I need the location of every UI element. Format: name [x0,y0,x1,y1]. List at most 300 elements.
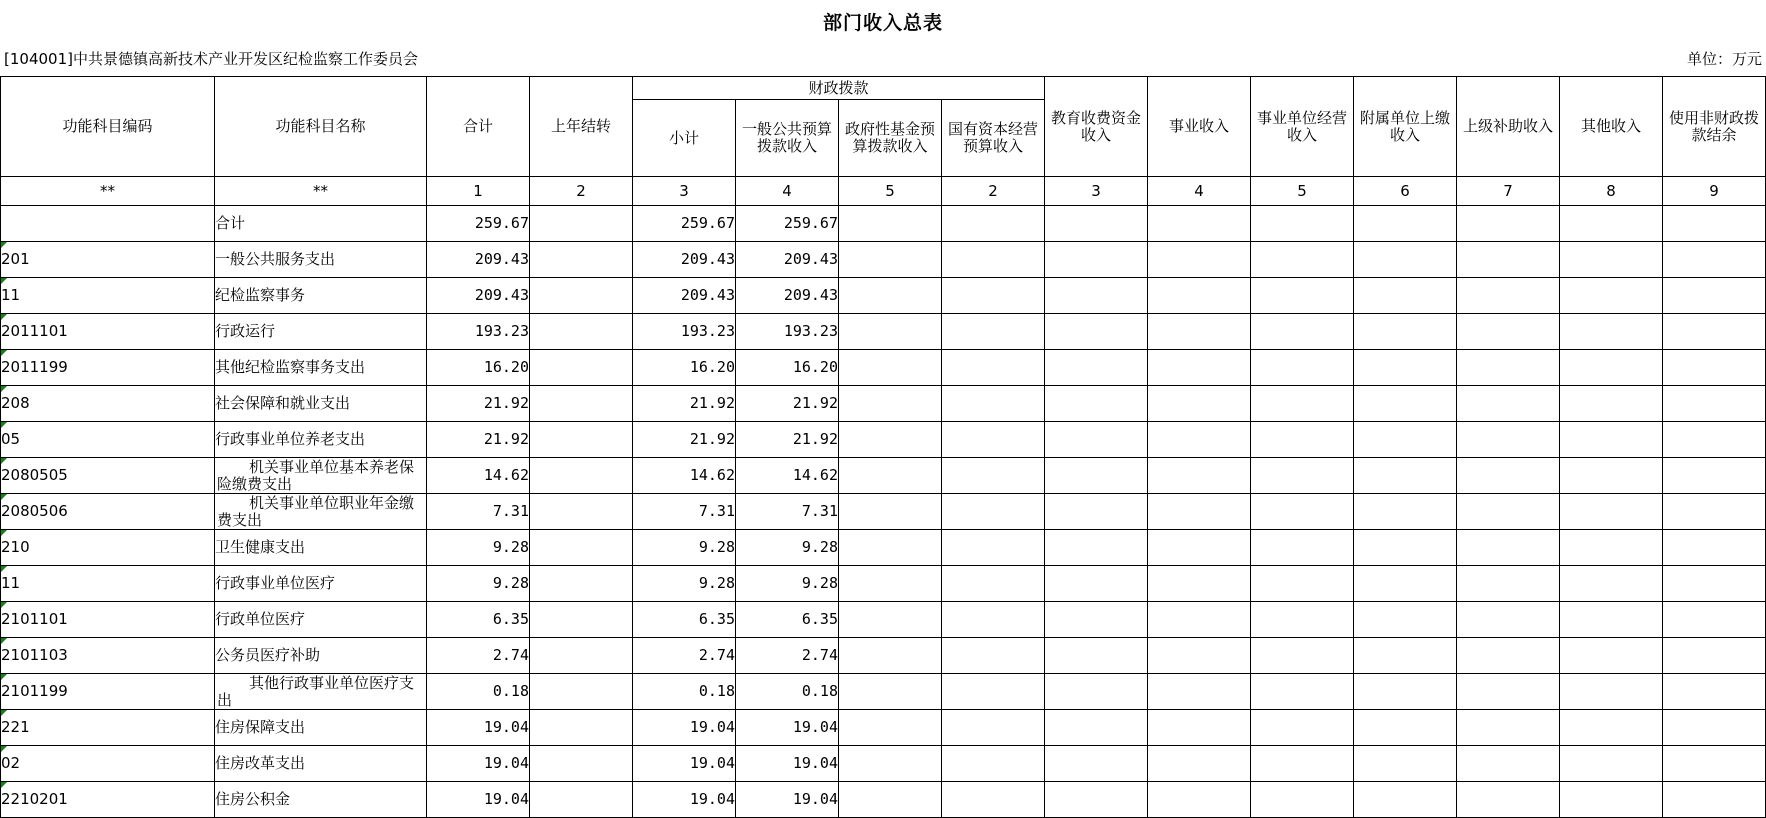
table-row [1,206,1766,242]
operating-income-cell [1251,350,1354,386]
function-name: 纪检监察事务 [215,286,306,304]
total-cell: 209.43 [427,242,530,278]
business-income-cell [1148,422,1251,458]
function-name-cell [215,638,427,674]
superior-subsidy-cell [1457,242,1560,278]
subtotal-cell: 0.18 [633,674,736,710]
function-code: 2011199 [1,358,68,376]
general-budget-cell: 2.74 [736,638,839,674]
gov-fund-cell [839,602,942,638]
function-name: 行政事业单位养老支出 [215,430,366,448]
carryover-cell [530,638,633,674]
subtotal-cell: 19.04 [633,746,736,782]
business-income-cell [1148,602,1251,638]
business-income-cell [1148,530,1251,566]
total-cell: 19.04 [427,746,530,782]
total-cell: 14.62 [427,458,530,494]
index-cell: ** [215,177,427,206]
business-income-cell [1148,674,1251,710]
carryover-cell [530,422,633,458]
total-cell: 21.92 [427,422,530,458]
operating-income-cell [1251,746,1354,782]
nonfiscal-balance-cell [1663,530,1766,566]
gov-fund-cell [839,386,942,422]
report-title: 部门收入总表 [822,12,943,34]
table-row [1,494,1766,530]
index-cell: 4 [1148,177,1251,206]
total-cell: 2.74 [427,638,530,674]
business-income-cell [1148,314,1251,350]
function-name: 一般公共服务支出 [215,250,336,268]
nonfiscal-balance-cell [1663,674,1766,710]
superior-subsidy-cell [1457,314,1560,350]
affiliated-cell [1354,638,1457,674]
gov-fund-cell [839,278,942,314]
edu-fee-cell [1045,494,1148,530]
general-budget-cell: 259.67 [736,206,839,242]
table-row [1,278,1766,314]
other-income-cell [1560,638,1663,674]
total-cell: 6.35 [427,602,530,638]
edu-fee-cell [1045,206,1148,242]
affiliated-cell [1354,206,1457,242]
function-code: 11 [1,574,21,592]
subtotal-cell: 2.74 [633,638,736,674]
header-state-capital: 国有资本经营预算收入 [942,100,1045,177]
state-capital-cell [942,674,1045,710]
table-row [1,782,1766,818]
carryover-cell [530,242,633,278]
state-capital-cell [942,242,1045,278]
cell-marker-icon [1,782,7,788]
operating-income-cell [1251,710,1354,746]
edu-fee-cell [1045,638,1148,674]
subtotal-cell: 209.43 [633,278,736,314]
subtotal-cell: 19.04 [633,710,736,746]
table-row [1,350,1766,386]
operating-income-cell [1251,422,1354,458]
function-code: 2080506 [1,502,68,520]
subtotal-cell: 21.92 [633,422,736,458]
function-code: 2101199 [1,682,68,700]
subtotal-cell: 209.43 [633,242,736,278]
index-cell: 1 [427,177,530,206]
carryover-cell [530,494,633,530]
index-cell: 5 [1251,177,1354,206]
table-row [1,674,1766,710]
table-row [1,710,1766,746]
general-budget-cell: 209.43 [736,242,839,278]
carryover-cell [530,710,633,746]
nonfiscal-balance-cell [1663,242,1766,278]
total-cell: 9.28 [427,530,530,566]
header-nonfiscal-balance: 使用非财政拨款结余 [1663,77,1766,177]
carryover-cell [530,746,633,782]
other-income-cell [1560,674,1663,710]
operating-income-cell [1251,782,1354,818]
state-capital-cell [942,458,1045,494]
function-name-cell [215,242,427,278]
function-name-cell [215,782,427,818]
total-cell: 7.31 [427,494,530,530]
nonfiscal-balance-cell [1663,494,1766,530]
other-income-cell [1560,278,1663,314]
table-row [1,386,1766,422]
total-cell: 19.04 [427,710,530,746]
function-name: 其他行政事业单位医疗支出 [217,673,415,709]
function-code-cell [1,278,215,314]
affiliated-cell [1354,458,1457,494]
function-code: 210 [1,538,30,556]
nonfiscal-balance-cell [1663,422,1766,458]
affiliated-cell [1354,422,1457,458]
business-income-cell [1148,242,1251,278]
carryover-cell [530,278,633,314]
cell-marker-icon [1,278,7,284]
subtotal-cell: 21.92 [633,386,736,422]
function-code-cell [1,350,215,386]
other-income-cell [1560,494,1663,530]
function-code: 2210201 [1,790,68,808]
carryover-cell [530,350,633,386]
function-name: 住房改革支出 [215,754,306,772]
subtotal-cell: 9.28 [633,566,736,602]
function-code: 2011101 [1,322,68,340]
superior-subsidy-cell [1457,386,1560,422]
edu-fee-cell [1045,674,1148,710]
table-row [1,638,1766,674]
function-code: 221 [1,718,30,736]
total-cell: 9.28 [427,566,530,602]
header-operating-income: 事业单位经营收入 [1251,77,1354,177]
index-cell: 6 [1354,177,1457,206]
function-name-cell [215,386,427,422]
total-cell: 193.23 [427,314,530,350]
header-business-income: 事业收入 [1148,77,1251,177]
function-code-cell [1,638,215,674]
superior-subsidy-cell [1457,458,1560,494]
cell-marker-icon [1,458,7,464]
subtotal-cell: 14.62 [633,458,736,494]
total-cell: 19.04 [427,782,530,818]
affiliated-cell [1354,746,1457,782]
affiliated-cell [1354,782,1457,818]
operating-income-cell [1251,494,1354,530]
function-name-cell [215,602,427,638]
cell-marker-icon [1,422,7,428]
function-name-cell [215,746,427,782]
carryover-cell [530,602,633,638]
edu-fee-cell [1045,782,1148,818]
nonfiscal-balance-cell [1663,278,1766,314]
general-budget-cell: 6.35 [736,602,839,638]
gov-fund-cell [839,638,942,674]
superior-subsidy-cell [1457,494,1560,530]
state-capital-cell [942,530,1045,566]
header-subtotal: 小计 [633,100,736,177]
cell-marker-icon [1,314,7,320]
nonfiscal-balance-cell [1663,458,1766,494]
table-row [1,602,1766,638]
function-name: 行政事业单位医疗 [215,574,336,592]
subtotal-cell: 193.23 [633,314,736,350]
state-capital-cell [942,494,1045,530]
header-superior-subsidy: 上级补助收入 [1457,77,1560,177]
function-code-cell [1,494,215,530]
edu-fee-cell [1045,386,1148,422]
header-general-budget: 一般公共预算拨款收入 [736,100,839,177]
table-row [1,314,1766,350]
gov-fund-cell [839,782,942,818]
index-cell: 9 [1663,177,1766,206]
cell-marker-icon [1,602,7,608]
state-capital-cell [942,710,1045,746]
affiliated-cell [1354,494,1457,530]
function-code: 201 [1,250,30,268]
affiliated-cell [1354,242,1457,278]
state-capital-cell [942,386,1045,422]
other-income-cell [1560,386,1663,422]
total-cell: 209.43 [427,278,530,314]
general-budget-cell: 0.18 [736,674,839,710]
state-capital-cell [942,746,1045,782]
business-income-cell [1148,782,1251,818]
cell-marker-icon [1,638,7,644]
cell-marker-icon [1,386,7,392]
superior-subsidy-cell [1457,710,1560,746]
affiliated-cell [1354,602,1457,638]
affiliated-cell [1354,674,1457,710]
header-code: 功能科目编码 [1,77,215,177]
edu-fee-cell [1045,530,1148,566]
nonfiscal-balance-cell [1663,206,1766,242]
function-code-cell [1,422,215,458]
affiliated-cell [1354,386,1457,422]
function-name-cell [215,458,427,494]
header-gov-fund: 政府性基金预算拨款收入 [839,100,942,177]
function-code-cell [1,746,215,782]
gov-fund-cell [839,458,942,494]
state-capital-cell [942,638,1045,674]
cell-marker-icon [1,746,7,752]
general-budget-cell: 9.28 [736,566,839,602]
business-income-cell [1148,386,1251,422]
index-cell: 8 [1560,177,1663,206]
header-other-income: 其他收入 [1560,77,1663,177]
function-name: 住房公积金 [215,790,291,808]
function-code: 2101103 [1,646,68,664]
function-code-cell [1,242,215,278]
function-name-cell [215,206,427,242]
subtotal-cell: 19.04 [633,782,736,818]
function-name-cell [215,674,427,710]
header-name: 功能科目名称 [215,77,427,177]
other-income-cell [1560,350,1663,386]
function-name-cell [215,314,427,350]
function-name-cell [215,494,427,530]
index-cell: ** [1,177,215,206]
income-table [0,76,1766,818]
function-code: 2080505 [1,466,68,484]
general-budget-cell: 193.23 [736,314,839,350]
carryover-cell [530,530,633,566]
nonfiscal-balance-cell [1663,350,1766,386]
index-cell: 7 [1457,177,1560,206]
affiliated-cell [1354,710,1457,746]
function-code-cell [1,386,215,422]
edu-fee-cell [1045,350,1148,386]
operating-income-cell [1251,314,1354,350]
function-name: 住房保障支出 [215,718,306,736]
general-budget-cell: 21.92 [736,422,839,458]
table-row [1,746,1766,782]
other-income-cell [1560,530,1663,566]
general-budget-cell: 14.62 [736,458,839,494]
function-code-cell [1,206,215,242]
business-income-cell [1148,746,1251,782]
function-name: 行政运行 [215,322,276,340]
state-capital-cell [942,782,1045,818]
edu-fee-cell [1045,314,1148,350]
header-total: 合计 [427,77,530,177]
index-cell: 4 [736,177,839,206]
index-cell: 3 [1045,177,1148,206]
gov-fund-cell [839,314,942,350]
operating-income-cell [1251,638,1354,674]
function-name: 其他纪检监察事务支出 [215,358,366,376]
function-code-cell [1,458,215,494]
edu-fee-cell [1045,422,1148,458]
other-income-cell [1560,314,1663,350]
function-name: 卫生健康支出 [215,538,306,556]
operating-income-cell [1251,566,1354,602]
header-fiscal-group: 财政拨款 [633,77,1045,100]
superior-subsidy-cell [1457,422,1560,458]
header-edu-fee: 教育收费资金收入 [1045,77,1148,177]
general-budget-cell: 19.04 [736,782,839,818]
state-capital-cell [942,314,1045,350]
gov-fund-cell [839,530,942,566]
function-name: 公务员医疗补助 [215,646,321,664]
other-income-cell [1560,206,1663,242]
gov-fund-cell [839,242,942,278]
cell-marker-icon [1,530,7,536]
other-income-cell [1560,566,1663,602]
table-row [1,566,1766,602]
index-cell: 5 [839,177,942,206]
function-name: 社会保障和就业支出 [215,394,351,412]
edu-fee-cell [1045,746,1148,782]
operating-income-cell [1251,602,1354,638]
affiliated-cell [1354,530,1457,566]
business-income-cell [1148,638,1251,674]
business-income-cell [1148,350,1251,386]
total-cell: 0.18 [427,674,530,710]
organization-name: [104001]中共景德镇高新技术产业开发区纪检监察工作委员会 [4,50,418,68]
function-code-cell [1,782,215,818]
other-income-cell [1560,458,1663,494]
nonfiscal-balance-cell [1663,386,1766,422]
operating-income-cell [1251,206,1354,242]
nonfiscal-balance-cell [1663,782,1766,818]
function-code: 11 [1,286,21,304]
nonfiscal-balance-cell [1663,710,1766,746]
index-cell: 2 [530,177,633,206]
function-name: 机关事业单位基本养老保险缴费支出 [217,457,415,493]
header-affiliated: 附属单位上缴收入 [1354,77,1457,177]
gov-fund-cell [839,710,942,746]
gov-fund-cell [839,206,942,242]
other-income-cell [1560,422,1663,458]
other-income-cell [1560,746,1663,782]
operating-income-cell [1251,530,1354,566]
general-budget-cell: 19.04 [736,710,839,746]
business-income-cell [1148,206,1251,242]
function-code-cell [1,566,215,602]
subtotal-cell: 9.28 [633,530,736,566]
carryover-cell [530,386,633,422]
header-carryover: 上年结转 [530,77,633,177]
index-cell: 3 [633,177,736,206]
state-capital-cell [942,278,1045,314]
edu-fee-cell [1045,242,1148,278]
cell-marker-icon [1,674,7,680]
carryover-cell [530,674,633,710]
total-cell: 259.67 [427,206,530,242]
superior-subsidy-cell [1457,350,1560,386]
table-row [1,530,1766,566]
table-row [1,458,1766,494]
other-income-cell [1560,782,1663,818]
superior-subsidy-cell [1457,638,1560,674]
nonfiscal-balance-cell [1663,566,1766,602]
general-budget-cell: 16.20 [736,350,839,386]
function-name-cell [215,278,427,314]
operating-income-cell [1251,242,1354,278]
edu-fee-cell [1045,710,1148,746]
carryover-cell [530,782,633,818]
function-name-cell [215,710,427,746]
subtotal-cell: 6.35 [633,602,736,638]
affiliated-cell [1354,566,1457,602]
cell-marker-icon [1,242,7,248]
function-name-cell [215,530,427,566]
cell-marker-icon [1,710,7,716]
function-code-cell [1,710,215,746]
function-code: 02 [1,754,21,772]
superior-subsidy-cell [1457,674,1560,710]
edu-fee-cell [1045,566,1148,602]
state-capital-cell [942,602,1045,638]
carryover-cell [530,206,633,242]
index-cell: 2 [942,177,1045,206]
subtotal-cell: 259.67 [633,206,736,242]
other-income-cell [1560,242,1663,278]
function-code-cell [1,674,215,710]
superior-subsidy-cell [1457,566,1560,602]
function-code-cell [1,314,215,350]
function-name-cell [215,350,427,386]
operating-income-cell [1251,278,1354,314]
subtotal-cell: 7.31 [633,494,736,530]
function-name: 机关事业单位职业年金缴费支出 [217,493,415,529]
general-budget-cell: 209.43 [736,278,839,314]
cell-marker-icon [1,350,7,356]
function-name: 行政单位医疗 [215,610,306,628]
business-income-cell [1148,566,1251,602]
function-name-cell [215,422,427,458]
business-income-cell [1148,710,1251,746]
